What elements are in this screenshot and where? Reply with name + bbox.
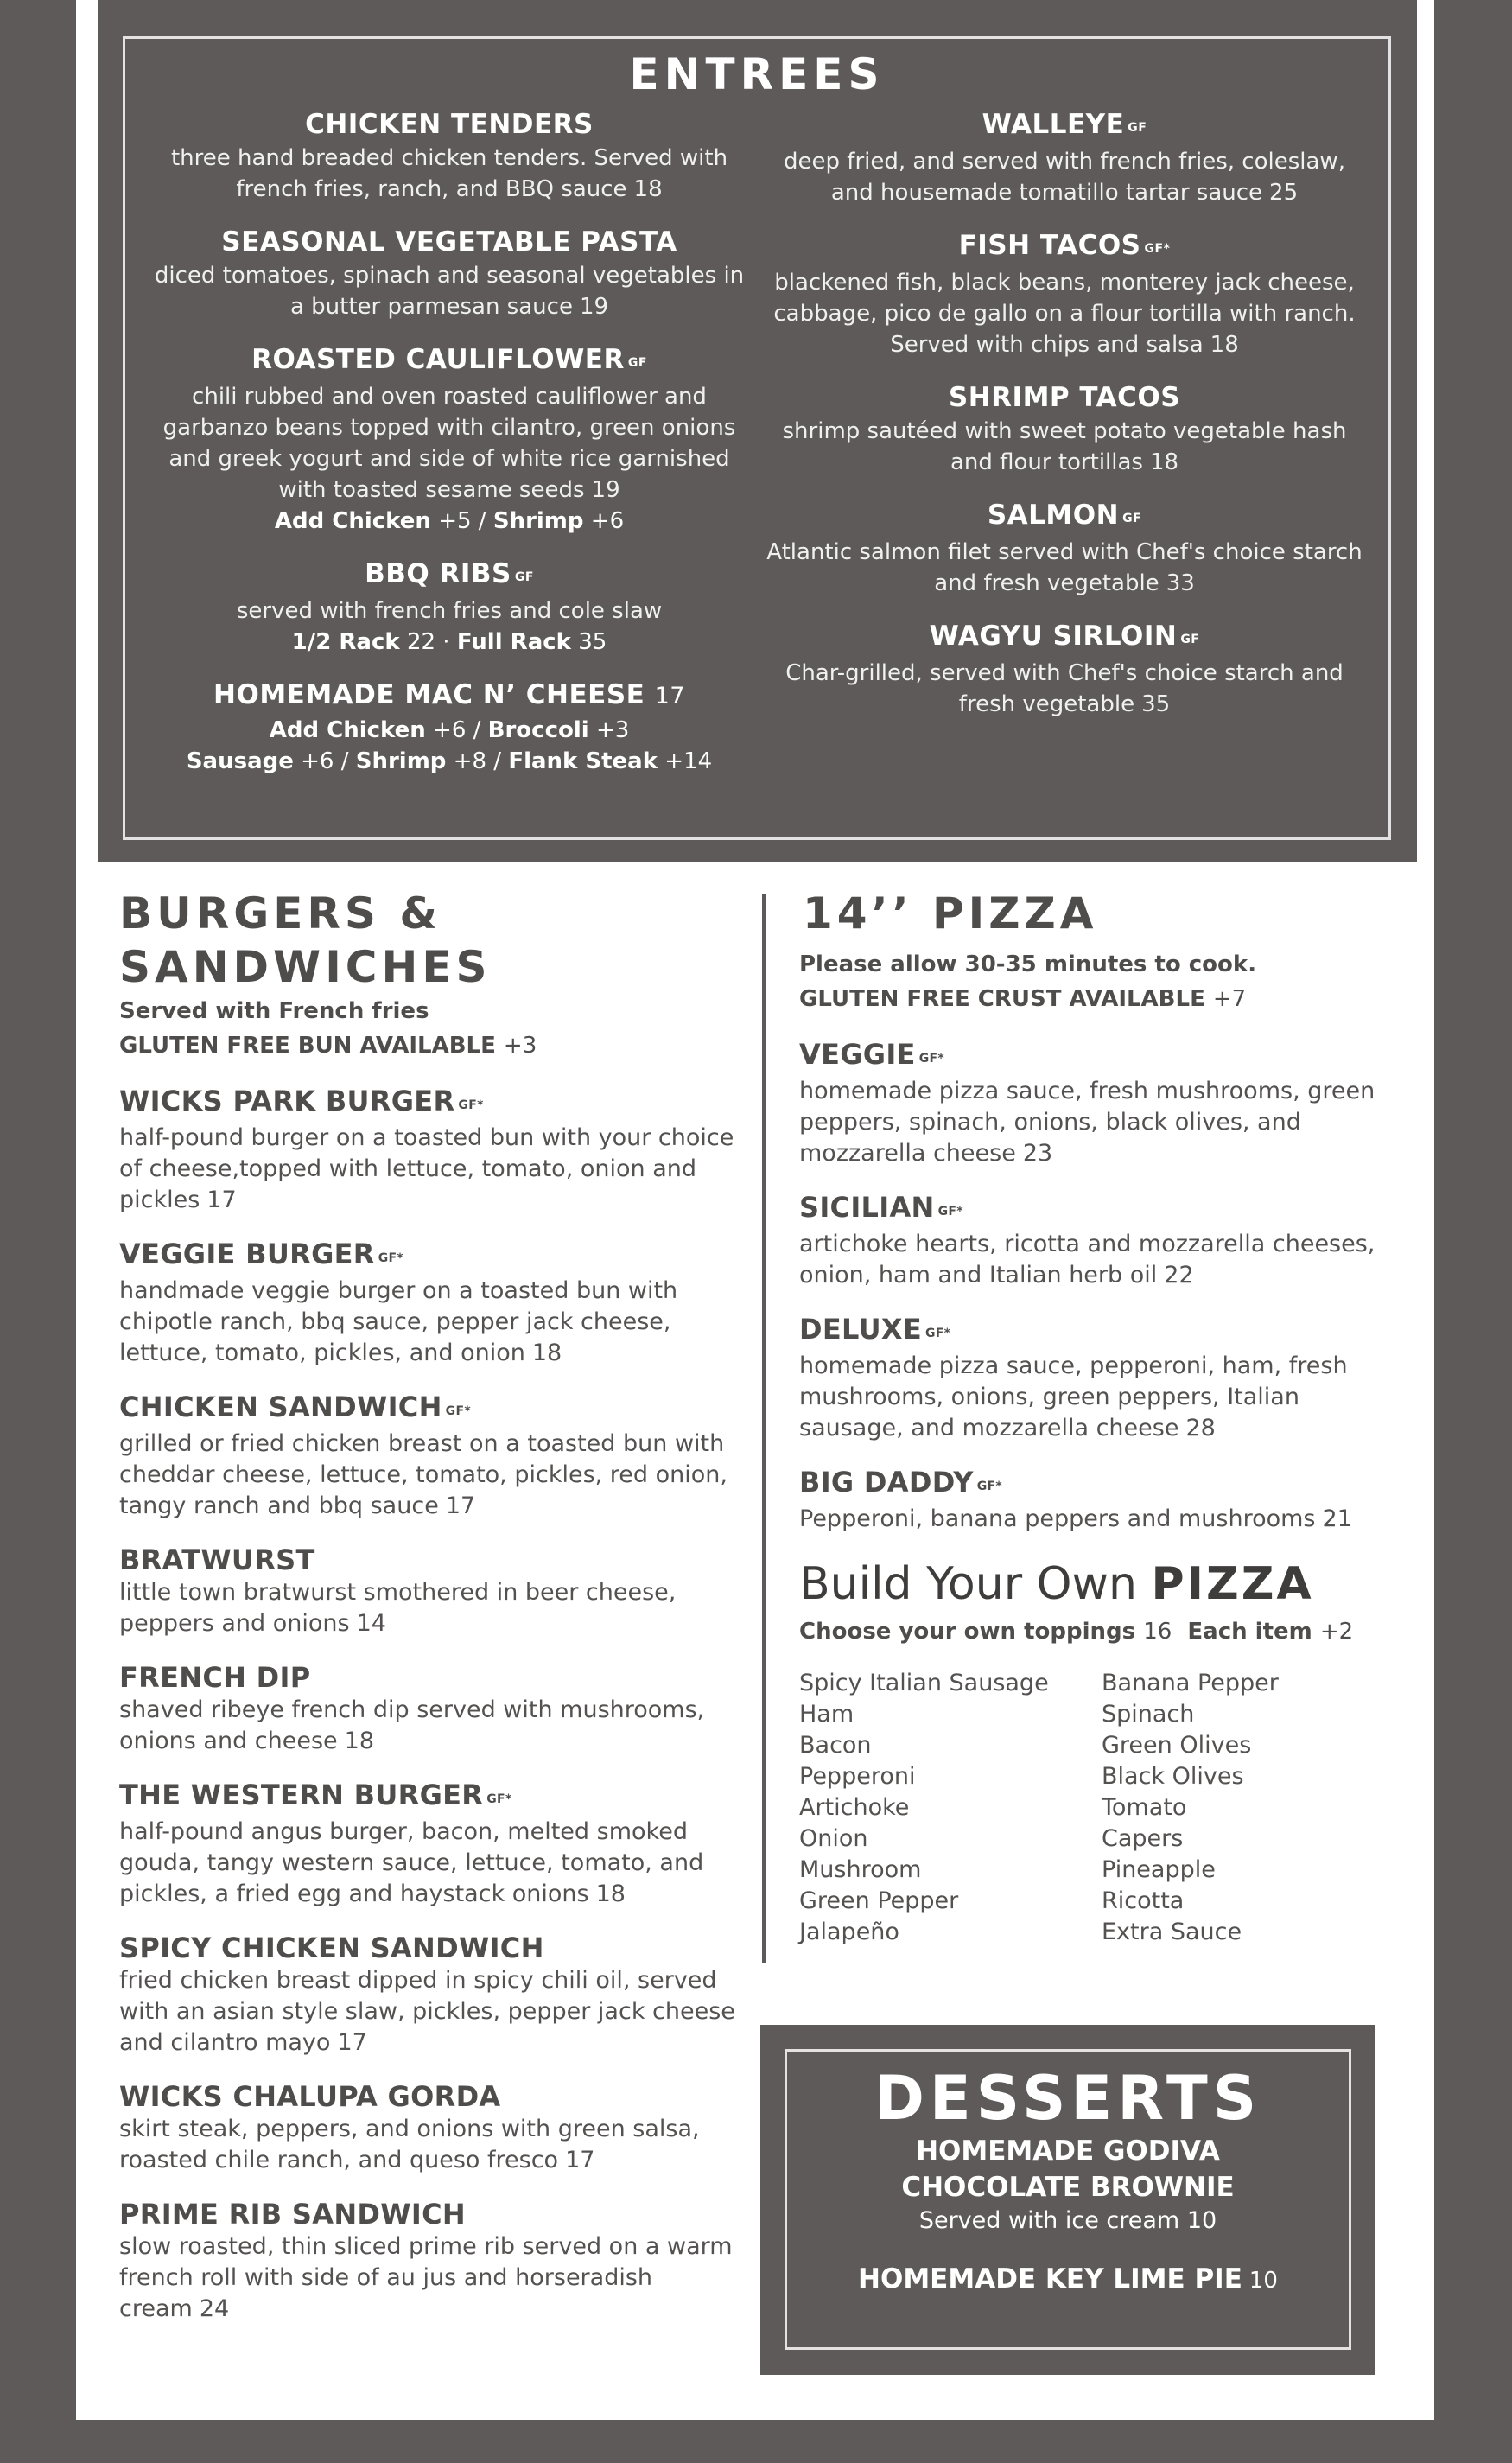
menu-item xyxy=(766,227,1363,360)
item-name: PRIME RIB SANDWICH xyxy=(119,2198,466,2231)
item-name: CHICKEN TENDERS xyxy=(305,109,594,140)
menu-item xyxy=(766,618,1363,720)
entrees-title: ENTREES xyxy=(629,49,885,99)
menu-item xyxy=(151,341,747,537)
topping: Capers xyxy=(1102,1825,1184,1852)
menu-item xyxy=(799,1312,1404,1444)
item-addons: Add Chicken +5 / Shrimp +6 xyxy=(274,508,625,534)
item-name: SICILIAN xyxy=(799,1191,935,1224)
item-name: DELUXE xyxy=(799,1313,922,1346)
item-price: 21 xyxy=(1322,1505,1352,1532)
item-description: homemade pizza sauce, fresh mushrooms, green peppers, spinach, onions, black olives, and mozzarella cheese xyxy=(799,1078,1375,1167)
item-price: 25 xyxy=(1269,180,1299,206)
item-name: BBQ RIBS xyxy=(365,558,511,589)
item-price: 22 xyxy=(1164,1262,1194,1289)
gluten-free-badge: GF xyxy=(1180,633,1200,646)
topping: Bacon xyxy=(799,1732,872,1759)
desserts-frame xyxy=(785,2049,1351,2350)
menu-item xyxy=(119,1931,741,2059)
item-price: 17 xyxy=(206,1187,237,1213)
item-description: shaved ribeye french dip served with mushrooms, onions and cheese xyxy=(119,1696,705,1754)
gluten-free-badge: GF* xyxy=(445,1404,471,1418)
topping: Ham xyxy=(799,1701,854,1728)
item-name: SEASONAL VEGETABLE PASTA xyxy=(221,226,677,258)
section-title: DESSERTS xyxy=(874,2063,1262,2134)
item-description: half-pound angus burger, bacon, melted smoked gouda, tangy western sauce, lettuce, tomato, and pickles, a fried egg and haystack onions xyxy=(119,1818,704,1907)
item-name: ROASTED CAULIFLOWER xyxy=(251,344,625,375)
menu-item xyxy=(119,1778,741,1910)
item-name: WICKS CHALUPA GORDA xyxy=(119,2080,501,2113)
item-price: 18 xyxy=(595,1881,626,1907)
item-price: 18 xyxy=(1149,449,1179,475)
menu-item xyxy=(119,1084,741,1216)
topping: Tomato xyxy=(1102,1794,1187,1821)
entrees-right-column xyxy=(766,106,1363,739)
item-addons: 1/2 Rack 22 · Full Rack 35 xyxy=(291,629,607,655)
topping: Ricotta xyxy=(1102,1887,1185,1914)
item-name: SHRIMP TACOS xyxy=(948,382,1181,413)
item-price: 18 xyxy=(1210,332,1239,358)
section-title: SANDWICHES xyxy=(119,942,492,992)
item-price: 17 xyxy=(654,683,685,710)
item-description: grilled or fried chicken breast on a toasted bun with cheddar cheese, lettuce, tomato, pickles, red onion, tangy ranch and bbq sauce xyxy=(119,1430,727,1519)
item-name: HOMEMADE KEY LIME PIE xyxy=(858,2263,1242,2294)
pizza-section xyxy=(799,887,1404,1948)
item-name: FISH TACOS xyxy=(958,230,1141,261)
item-price: 18 xyxy=(344,1728,375,1754)
gluten-free-badge: GF* xyxy=(937,1205,963,1219)
item-description: three hand breaded chicken tenders. Served with french fries, ranch, and BBQ sauce xyxy=(170,145,728,202)
menu-item xyxy=(787,2261,1349,2299)
item-description: skirt steak, peppers, and onions with green salsa, roasted chile ranch, and queso fresco xyxy=(119,2116,700,2173)
item-name: CHOCOLATE BROWNIE xyxy=(901,2172,1235,2203)
item-price: 19 xyxy=(579,294,609,320)
item-name: HOMEMADE MAC N’ CHEESE xyxy=(213,679,645,710)
gluten-free-badge: GF* xyxy=(486,1792,512,1806)
item-description: Atlantic salmon filet served with Chef's choice starch and fresh vegetable xyxy=(766,539,1363,596)
topping: Spinach xyxy=(1102,1701,1195,1728)
section-title: BURGERS & xyxy=(119,888,442,939)
menu-item xyxy=(151,556,747,658)
menu-item xyxy=(119,2197,741,2325)
entrees-left-column xyxy=(151,106,747,796)
section-note: Please allow 30-35 minutes to cook. xyxy=(799,951,1257,977)
item-price: 24 xyxy=(199,2295,230,2322)
menu-item xyxy=(119,2079,741,2176)
item-price: 17 xyxy=(445,1492,476,1519)
gluten-free-badge: GF xyxy=(627,356,647,370)
item-description: artichoke hearts, ricotta and mozzarella cheeses, onion, ham and Italian herb oil xyxy=(799,1231,1375,1289)
topping: Green Pepper xyxy=(799,1887,959,1914)
item-price: 14 xyxy=(356,1610,386,1637)
item-price: 10 xyxy=(1248,2268,1278,2294)
item-description: shrimp sautéed with sweet potato vegetable hash and flour tortillas xyxy=(782,418,1347,475)
gluten-free-badge: GF xyxy=(1122,512,1142,525)
section-note: GLUTEN FREE CRUST AVAILABLE +7 xyxy=(799,986,1247,1012)
item-name: WALLEYE xyxy=(982,109,1125,140)
item-description: served with french fries and cole slaw xyxy=(236,598,663,624)
item-price: 17 xyxy=(565,2147,595,2173)
topping: Banana Pepper xyxy=(1102,1670,1279,1696)
item-name: FRENCH DIP xyxy=(119,1661,311,1694)
menu-item xyxy=(119,1543,741,1639)
item-price: 35 xyxy=(1141,691,1171,717)
item-price: 18 xyxy=(531,1340,562,1366)
item-price: 17 xyxy=(337,2029,367,2056)
gluten-free-badge: GF* xyxy=(976,1480,1002,1493)
item-name: CHICKEN SANDWICH xyxy=(119,1391,442,1423)
item-name: WAGYU SIRLOIN xyxy=(929,621,1178,652)
section-note: GLUTEN FREE BUN AVAILABLE +3 xyxy=(119,1033,537,1059)
item-description: little town bratwurst smothered in beer cheese, peppers and onions xyxy=(119,1579,677,1637)
item-name: BIG DADDY xyxy=(799,1466,974,1499)
gluten-free-badge: GF* xyxy=(918,1052,945,1066)
topping: Green Olives xyxy=(1102,1732,1252,1759)
gluten-free-badge: GF* xyxy=(925,1327,951,1340)
toppings-column xyxy=(1102,1668,1404,1948)
menu-item xyxy=(119,1237,741,1369)
item-description: Served with ice cream 10 xyxy=(918,2207,1217,2234)
topping: Spicy Italian Sausage xyxy=(799,1670,1049,1696)
menu-item xyxy=(799,1037,1404,1169)
topping: Extra Sauce xyxy=(1102,1919,1242,1945)
topping: Onion xyxy=(799,1825,868,1852)
item-price: 33 xyxy=(1166,570,1195,596)
column-divider xyxy=(762,894,766,1963)
item-description: chili rubbed and oven roasted cauliflower and garbanzo beans topped with cilantro, green onions and greek yogurt and side of white rice garnished with toasted sesame seeds xyxy=(162,384,736,503)
entrees-frame xyxy=(123,36,1391,840)
item-description: Char-grilled, served with Chef's choice starch and fresh vegetable xyxy=(785,660,1344,717)
item-name: HOMEMADE GODIVA xyxy=(916,2135,1220,2167)
item-description: Pepperoni, banana peppers and mushrooms xyxy=(799,1505,1316,1532)
item-name: THE WESTERN BURGER xyxy=(119,1779,484,1811)
item-description: deep fried, and served with french fries, coleslaw, and housemade tomatillo tartar sauce xyxy=(784,149,1345,206)
item-addons: Sausage +6 / Shrimp +8 / Flank Steak +14 xyxy=(186,748,713,774)
item-addons: Add Chicken +6 / Broccoli +3 xyxy=(269,717,630,743)
menu-item xyxy=(151,106,747,205)
topping: Artichoke xyxy=(799,1794,910,1821)
menu-item xyxy=(766,497,1363,599)
menu-item xyxy=(119,1660,741,1757)
burgers-section xyxy=(119,887,741,2325)
item-name: BRATWURST xyxy=(119,1543,315,1576)
menu-item xyxy=(151,677,747,777)
topping: Jalapeño xyxy=(799,1919,899,1945)
item-name: VEGGIE xyxy=(799,1038,916,1071)
item-name: VEGGIE BURGER xyxy=(119,1238,375,1270)
item-description: slow roasted, thin sliced prime rib served on a warm french roll with side of au jus and horseradish cream xyxy=(119,2233,733,2322)
item-description: fried chicken breast dipped in spicy chili oil, served with an asian style slaw, pickles, pepper jack cheese and cilantro mayo xyxy=(119,1967,735,2056)
entrees-section xyxy=(98,0,1417,862)
build-your-own-title: Build Your Own PIZZA xyxy=(799,1558,1314,1610)
gluten-free-badge: GF xyxy=(514,570,534,584)
topping: Pineapple xyxy=(1102,1856,1216,1883)
item-price: 18 xyxy=(633,176,663,202)
menu-item xyxy=(799,1465,1404,1535)
menu-item xyxy=(766,106,1363,208)
toppings-column xyxy=(799,1668,1102,1948)
item-price: 23 xyxy=(1022,1140,1053,1167)
item-name: SPICY CHICKEN SANDWICH xyxy=(119,1932,544,1964)
gluten-free-badge: GF xyxy=(1128,121,1147,135)
topping: Black Olives xyxy=(1102,1763,1244,1790)
desserts-section xyxy=(760,2025,1375,2375)
menu-item xyxy=(151,224,747,322)
item-name: WICKS PARK BURGER xyxy=(119,1085,455,1117)
topping: Mushroom xyxy=(799,1856,922,1883)
section-title: 14’’ PIZZA xyxy=(803,888,1098,939)
item-description: blackened fish, black beans, monterey jack cheese, cabbage, pico de gallo on a flour tortilla with ranch. Served with chips and salsa xyxy=(773,270,1356,358)
item-description: handmade veggie burger on a toasted bun with chipotle ranch, bbq sauce, pepper jack cheese, lettuce, tomato, pickles, and onion xyxy=(119,1277,678,1366)
menu-item xyxy=(119,1390,741,1522)
item-description: homemade pizza sauce, pepperoni, ham, fresh mushrooms, onions, green peppers, Italian sausage, and mozzarella cheese xyxy=(799,1352,1348,1442)
item-price: 19 xyxy=(591,477,620,503)
build-your-own-note: Choose your own toppings 16 Each item +2 xyxy=(799,1619,1354,1645)
item-price: 10 xyxy=(1186,2207,1217,2234)
item-price: 28 xyxy=(1185,1415,1216,1442)
toppings-list xyxy=(799,1668,1404,1948)
item-description: diced tomatoes, spinach and seasonal vegetables in a butter parmesan sauce xyxy=(154,263,745,320)
menu-item xyxy=(799,1190,1404,1291)
item-description: half-pound burger on a toasted bun with your choice of cheese,topped with lettuce, tomato, onion and pickles xyxy=(119,1124,734,1213)
gluten-free-badge: GF* xyxy=(458,1098,484,1112)
item-name: SALMON xyxy=(987,500,1120,531)
topping: Pepperoni xyxy=(799,1763,916,1790)
menu-item xyxy=(766,379,1363,478)
gluten-free-badge: GF* xyxy=(378,1251,404,1265)
gluten-free-badge: GF* xyxy=(1144,242,1171,256)
section-note: Served with French fries xyxy=(119,998,429,1024)
